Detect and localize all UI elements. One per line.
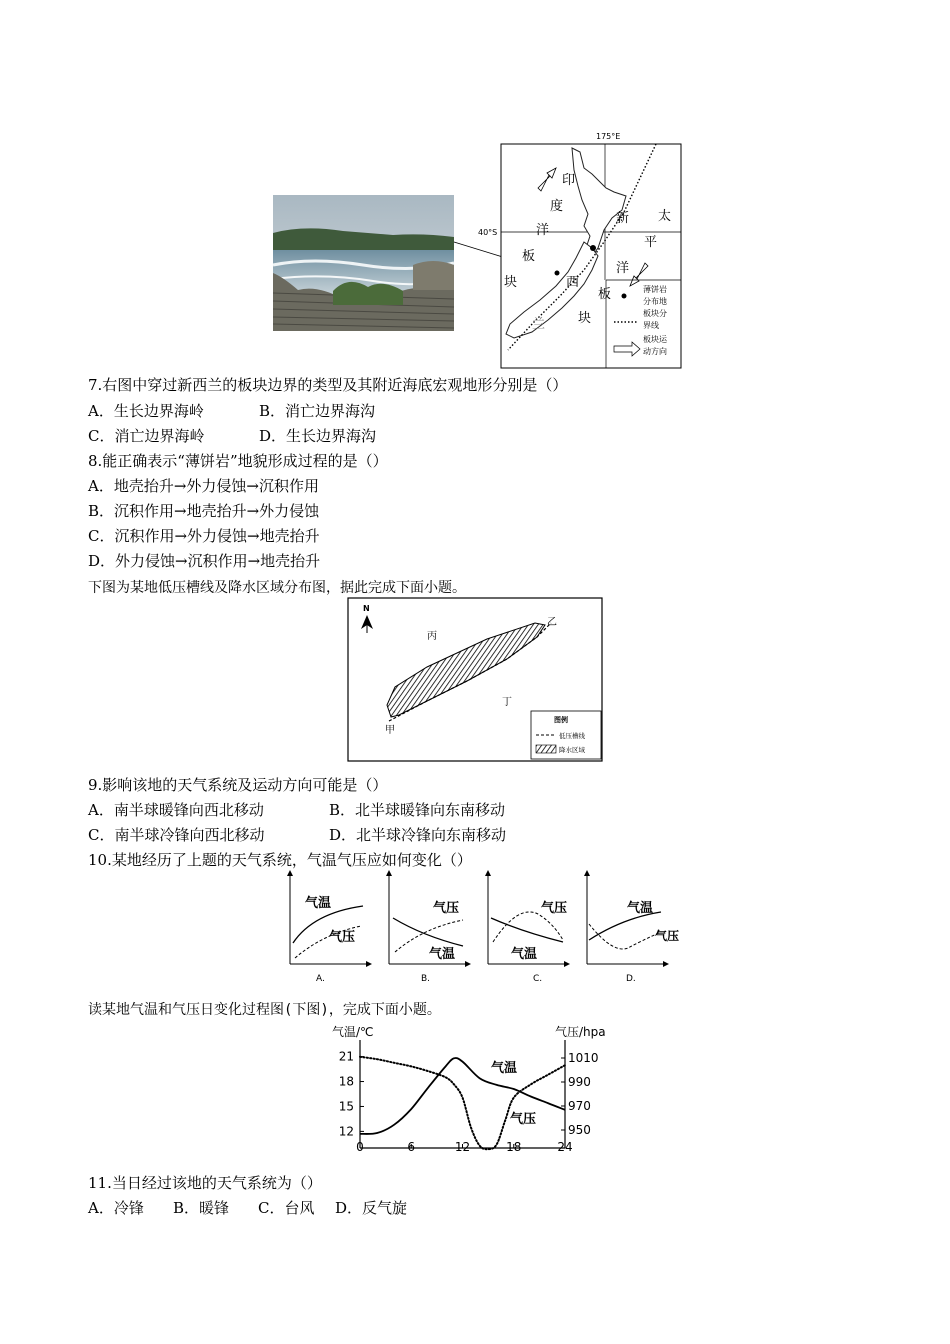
right-y-tick-label: 1010 <box>568 1051 599 1065</box>
latitude-label: 40°S <box>478 228 498 237</box>
question-7-option-a: A．生长边界海岭 <box>88 402 204 420</box>
legend-line-label: 板块分 <box>643 309 667 318</box>
q10-b-label: 气压 <box>433 901 460 916</box>
question-11-option-a: A．冷锋 <box>88 1199 144 1217</box>
plate-label-char: 太 <box>658 209 672 224</box>
island-label-char: 兰 <box>532 317 546 332</box>
q10-c-letter: C. <box>533 974 543 984</box>
q10-d-label: 气压 <box>655 929 680 943</box>
plate-label-char: 印 <box>562 173 576 188</box>
right-y-tick-label: 950 <box>568 1123 591 1137</box>
plate-label-char: 度 <box>550 199 564 214</box>
plate-label-char: 板 <box>598 287 612 302</box>
question-7-option-d: D．生长边界海沟 <box>259 427 377 445</box>
plate-label-char: 板 <box>522 249 536 264</box>
q10-c-label: 气压 <box>541 901 568 916</box>
q10-panel-a <box>290 873 369 984</box>
legend-line-label: 界线 <box>643 321 659 330</box>
plate-label-char: 块 <box>504 275 518 290</box>
q10-panel-b <box>389 873 468 984</box>
island-label-char: 新 <box>616 211 630 226</box>
x-tick-label: 0 <box>356 1140 364 1154</box>
chart-left-axis-label: 气温/℃ <box>332 1025 374 1039</box>
trough-legend <box>531 711 601 759</box>
q10-b-label: 气温 <box>429 947 456 962</box>
series-label-temperature: 气温 <box>491 1061 518 1076</box>
q10-d-label: 气温 <box>627 901 654 916</box>
left-y-tick-label: 18 <box>338 1074 354 1089</box>
question-11-stem: 11.当日经过该地的天气系统为（） <box>88 1174 322 1192</box>
plate-label-char: 块 <box>578 311 592 326</box>
longitude-label: 175°E <box>596 132 621 141</box>
trough-legend-title: 图例 <box>554 716 568 724</box>
trough-label-jia: 甲 <box>385 725 395 736</box>
q10-a-label: 气压 <box>329 930 356 945</box>
q10-b-letter: B. <box>421 974 431 984</box>
pancake-rocks-photo <box>273 195 454 331</box>
left-y-tick-label: 15 <box>338 1099 354 1114</box>
q10-d-pressure-label-vertical <box>655 928 679 943</box>
pancake-rock-dot <box>555 271 560 276</box>
low-pressure-trough-map <box>347 597 603 762</box>
right-y-tick-label: 990 <box>568 1075 591 1089</box>
north-label: N <box>363 604 370 613</box>
x-tick-label: 24 <box>557 1140 573 1154</box>
q10-panel-d <box>587 873 679 984</box>
pancake-rock-dot <box>590 245 596 251</box>
x-tick-label: 6 <box>407 1140 416 1154</box>
question-8-option-d: D．外力侵蚀→沉积作用→地壳抬升 <box>88 552 321 570</box>
x-tick-label: 12 <box>454 1140 471 1154</box>
temp-pressure-chart <box>325 1020 625 1155</box>
q10-a-label: 气温 <box>305 896 332 911</box>
legend-dot-label: 分布地 <box>643 297 667 306</box>
trough-legend-rain-label: 降水区域 <box>559 746 585 754</box>
new-zealand-plate-map <box>478 130 682 370</box>
question-8-option-c: C．沉积作用→外力侵蚀→地壳抬升 <box>88 527 320 545</box>
question-9-option-c: C．南半球冷锋向西北移动 <box>88 826 265 844</box>
x-tick-label: 18 <box>506 1140 522 1154</box>
question-11-option-b: B．暖锋 <box>173 1199 230 1217</box>
question-8-stem: 8.能正确表示“薄饼岩”地貌形成过程的是（） <box>88 452 388 470</box>
trough-legend-line-label: 低压槽线 <box>559 732 585 740</box>
question-9-option-a: A．南半球暖锋向西北移动 <box>88 801 264 819</box>
question-11-option-d: D．反气旋 <box>335 1199 408 1217</box>
plate-label-char: 洋 <box>536 223 550 238</box>
island-label-char: 西 <box>566 275 580 290</box>
question-9-stem: 9.影响该地的天气系统及运动方向可能是（） <box>88 776 388 794</box>
plate-label-char: 平 <box>644 235 658 250</box>
q10-a-letter: A. <box>316 974 325 984</box>
q10-options-figure <box>283 868 680 986</box>
question-8-option-a: A．地壳抬升→外力侵蚀→沉积作用 <box>88 477 319 495</box>
right-y-tick-label: 970 <box>568 1099 591 1113</box>
question-8-option-b: B．沉积作用→地壳抬升→外力侵蚀 <box>88 502 320 520</box>
intro-question-11: 读某地气温和气压日变化过程图(下图)，完成下面小题。 <box>88 1002 441 1018</box>
q10-c-label: 气温 <box>511 947 538 962</box>
q10-d-letter: D. <box>626 974 636 984</box>
question-11-option-c: C．台风 <box>258 1199 315 1217</box>
question-7-option-b: B．消亡边界海沟 <box>259 402 376 420</box>
question-7-stem: 7.右图中穿过新西兰的板块边界的类型及其附近海底宏观地形分别是（） <box>88 376 568 394</box>
legend-arrow-label: 板块运 <box>643 335 667 344</box>
question-9-option-d: D．北半球冷锋向东南移动 <box>329 826 507 844</box>
series-label-pressure: 气压 <box>510 1112 537 1127</box>
left-y-tick-label: 12 <box>338 1124 354 1139</box>
trough-label-yi: 乙 <box>547 617 557 628</box>
question-9-option-b: B．北半球暖锋向东南移动 <box>329 801 506 819</box>
chart-right-axis-label: 气压/hpa <box>555 1025 606 1039</box>
question-7-option-c: C．消亡边界海岭 <box>88 427 205 445</box>
intro-questions-9-10: 下图为某地低压槽线及降水区域分布图，据此完成下面小题。 <box>88 580 466 596</box>
question-10-stem: 10.某地经历了上题的天气系统，气温气压应如何变化（） <box>88 851 472 869</box>
q10-panel-c <box>488 873 567 984</box>
trough-label-bing: 丙 <box>427 631 437 642</box>
left-y-tick-label: 21 <box>338 1049 354 1064</box>
plate-label-char: 洋 <box>616 261 630 276</box>
pressure-line <box>360 1057 565 1149</box>
legend-dot-label: 薄饼岩 <box>643 285 667 294</box>
legend-arrow-label: 动方向 <box>643 347 667 356</box>
trough-label-ding: 丁 <box>502 697 512 708</box>
